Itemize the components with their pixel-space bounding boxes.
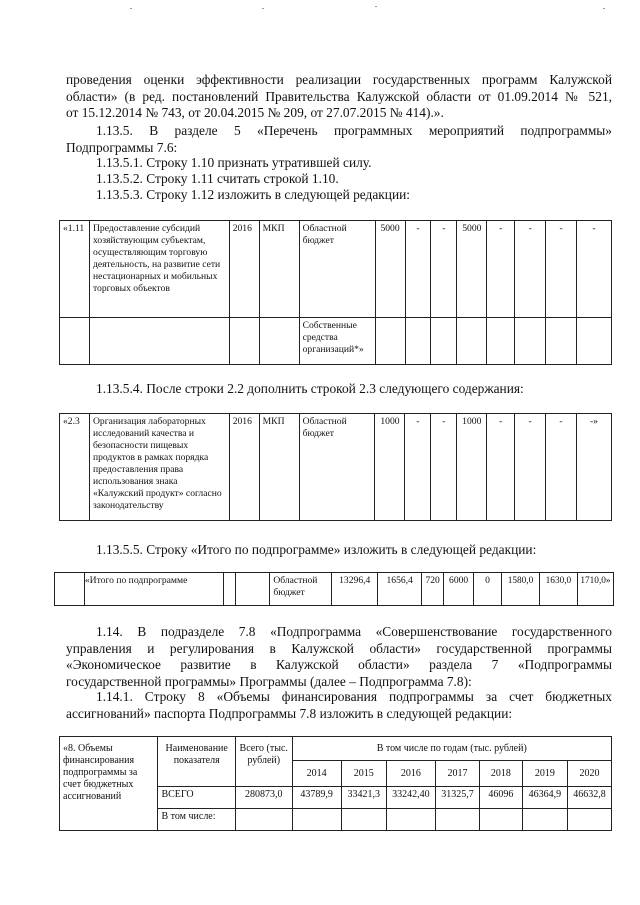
value-cell: 1656,4 xyxy=(378,573,422,606)
empty-cell xyxy=(259,318,299,365)
value-cell: - xyxy=(487,221,515,318)
total-row-label: ВСЕГО xyxy=(158,787,236,809)
total-label: «Итого по подпрограмме xyxy=(84,573,224,606)
executor: МКП xyxy=(259,221,299,318)
year-value: 33242,40 xyxy=(386,787,435,809)
executor: МКП xyxy=(259,414,299,521)
empty-cell xyxy=(567,809,611,831)
empty-cell xyxy=(55,573,85,606)
empty-cell xyxy=(89,318,229,365)
empty-cell xyxy=(435,809,479,831)
paragraph-13-5-2: 1.13.5.2. Строку 1.11 считать строкой 1.10. xyxy=(96,171,339,186)
value-cell: - xyxy=(431,221,457,318)
year-value: 46632,8 xyxy=(567,787,611,809)
value-cell: - xyxy=(546,414,577,521)
value-cell: -» xyxy=(576,414,611,521)
text-line: «Экономическое развитие в Калужской области» раздела 7 «Подпрограммы xyxy=(66,657,612,672)
paragraph-1-14-1 xyxy=(66,689,612,722)
value-cell: - xyxy=(577,221,612,318)
text-line: области» (в ред. постановлений Правительства Калужской области от 01.09.2014 № 521, xyxy=(66,88,612,104)
year-header: 2018 xyxy=(479,761,522,787)
empty-cell xyxy=(431,318,457,365)
value-cell: 1580,0 xyxy=(502,573,540,606)
year-header: 2016 xyxy=(386,761,435,787)
year-header: 2017 xyxy=(435,761,479,787)
year: 2016 xyxy=(229,414,259,521)
year-value: 31325,7 xyxy=(435,787,479,809)
year-header: 2019 xyxy=(522,761,567,787)
empty-cell xyxy=(522,809,567,831)
value-cell: 1000 xyxy=(457,414,487,521)
funding-source: Областной бюджет xyxy=(299,221,375,318)
table-row-1-11 xyxy=(59,220,612,365)
empty-cell xyxy=(375,318,405,365)
column-header-total: Всего (тыс. рублей) xyxy=(235,737,292,787)
value-cell: - xyxy=(515,221,546,318)
value-cell: 0 xyxy=(474,573,502,606)
text-line: 1.14. В подразделе 7.8 «Подпрограмма «Совершенствование государственного xyxy=(96,624,612,639)
table-total-row xyxy=(54,572,614,606)
empty-cell xyxy=(487,318,515,365)
measure-name: Предоставление субсидий хозяйствующим субъектам, осуществляющим торговую деятельность, на развитие сети нестационарных и мобильных торговых объектов xyxy=(89,221,229,318)
value-cell: 5000 xyxy=(457,221,487,318)
value-cell: 6000 xyxy=(444,573,474,606)
column-header-name: Наименование показателя xyxy=(158,737,236,787)
total-value: 280873,0 xyxy=(235,787,292,809)
year: 2016 xyxy=(229,221,259,318)
value-cell: 1630,0 xyxy=(539,573,577,606)
value-cell: 1000 xyxy=(375,414,405,521)
text-line: Подпрограммы 7.6: xyxy=(66,139,178,155)
text-line: 1.14.1. Строку 8 «Объемы финансирования подпрограммы за счет бюджетных xyxy=(96,689,612,704)
measure-name: Организация лабораторных исследований качества и безопасности пищевых продуктов в рамках порядка предоставления права использования знака «Калужский продукт» согласно законодательству xyxy=(89,414,229,521)
passport-row-label: «8. Объемы финансирования подпрограммы за счет бюджетных ассигнований xyxy=(60,737,158,831)
empty-cell xyxy=(341,809,386,831)
empty-cell xyxy=(235,809,292,831)
value-cell: 1710,0» xyxy=(577,573,613,606)
empty-cell xyxy=(292,809,341,831)
empty-cell xyxy=(515,318,546,365)
table-funding-passport xyxy=(59,736,612,831)
scan-speck xyxy=(603,8,605,9)
funding-source: Областной бюджет xyxy=(299,414,375,521)
year-header: 2015 xyxy=(341,761,386,787)
paragraph-1-14 xyxy=(66,624,612,690)
year-value: 46096 xyxy=(479,787,522,809)
year-header: 2014 xyxy=(292,761,341,787)
text-line: государственной программы» Программы (далее – Подпрограмма 7.8): xyxy=(66,673,472,689)
value-cell: 720 xyxy=(422,573,444,606)
year-value: 46364,9 xyxy=(522,787,567,809)
text-line: ассигнований» паспорта Подпрограммы 7.8 изложить в следующей редакции: xyxy=(66,705,513,721)
empty-cell xyxy=(479,809,522,831)
paragraph-13-5-5: 1.13.5.5. Строку «Итого по подпрограмме» изложить в следующей редакции: xyxy=(96,542,537,557)
year-header: 2020 xyxy=(567,761,611,787)
empty-cell xyxy=(236,573,270,606)
value-cell: - xyxy=(405,221,431,318)
scan-speck xyxy=(262,8,264,9)
paragraph-section-5 xyxy=(66,123,612,156)
paragraph-13-5-1: 1.13.5.1. Строку 1.10 признать утратившей силу. xyxy=(96,155,372,170)
empty-cell xyxy=(457,318,487,365)
scan-speck xyxy=(130,8,132,9)
empty-cell xyxy=(577,318,612,365)
column-header-years: В том числе по годам (тыс. рублей) xyxy=(292,737,612,761)
text-line: проведения оценки эффективности реализации государственных программ Калужской xyxy=(66,72,612,87)
row-number: «2.3 xyxy=(60,414,90,521)
paragraph-13-5-4: 1.13.5.4. После строки 2.2 дополнить строкой 2.3 следующего содержания: xyxy=(96,381,524,396)
paragraph-13-5-3: 1.13.5.3. Строку 1.12 изложить в следующей редакции: xyxy=(96,187,411,202)
value-cell: - xyxy=(487,414,515,521)
value-cell: 13296,4 xyxy=(332,573,378,606)
paragraph-intro xyxy=(66,72,612,122)
empty-cell xyxy=(405,318,431,365)
empty-cell xyxy=(546,318,577,365)
empty-cell xyxy=(229,318,259,365)
value-cell: - xyxy=(515,414,546,521)
value-cell: - xyxy=(405,414,431,521)
text-line: управления и регулирования в Калужской области» государственной программы xyxy=(66,640,612,656)
text-line: 1.13.5. В разделе 5 «Перечень программных мероприятий подпрограммы» xyxy=(96,123,612,138)
empty-cell xyxy=(386,809,435,831)
value-cell: - xyxy=(546,221,577,318)
empty-cell xyxy=(224,573,236,606)
scan-speck xyxy=(375,6,377,7)
funding-source: Собственные средства организаций*» xyxy=(299,318,375,365)
empty-cell xyxy=(60,318,90,365)
table-row-2-3 xyxy=(59,413,612,521)
value-cell: 5000 xyxy=(375,221,405,318)
included-row-label: В том числе: xyxy=(158,809,236,831)
value-cell: - xyxy=(431,414,457,521)
funding-source: Областной бюджет xyxy=(270,573,332,606)
year-value: 43789,9 xyxy=(292,787,341,809)
year-value: 33421,3 xyxy=(341,787,386,809)
text-line: от 15.12.2014 № 743, от 20.04.2015 № 209, от 27.07.2015 № 414).». xyxy=(66,105,444,120)
row-number: «1.11 xyxy=(60,221,90,318)
